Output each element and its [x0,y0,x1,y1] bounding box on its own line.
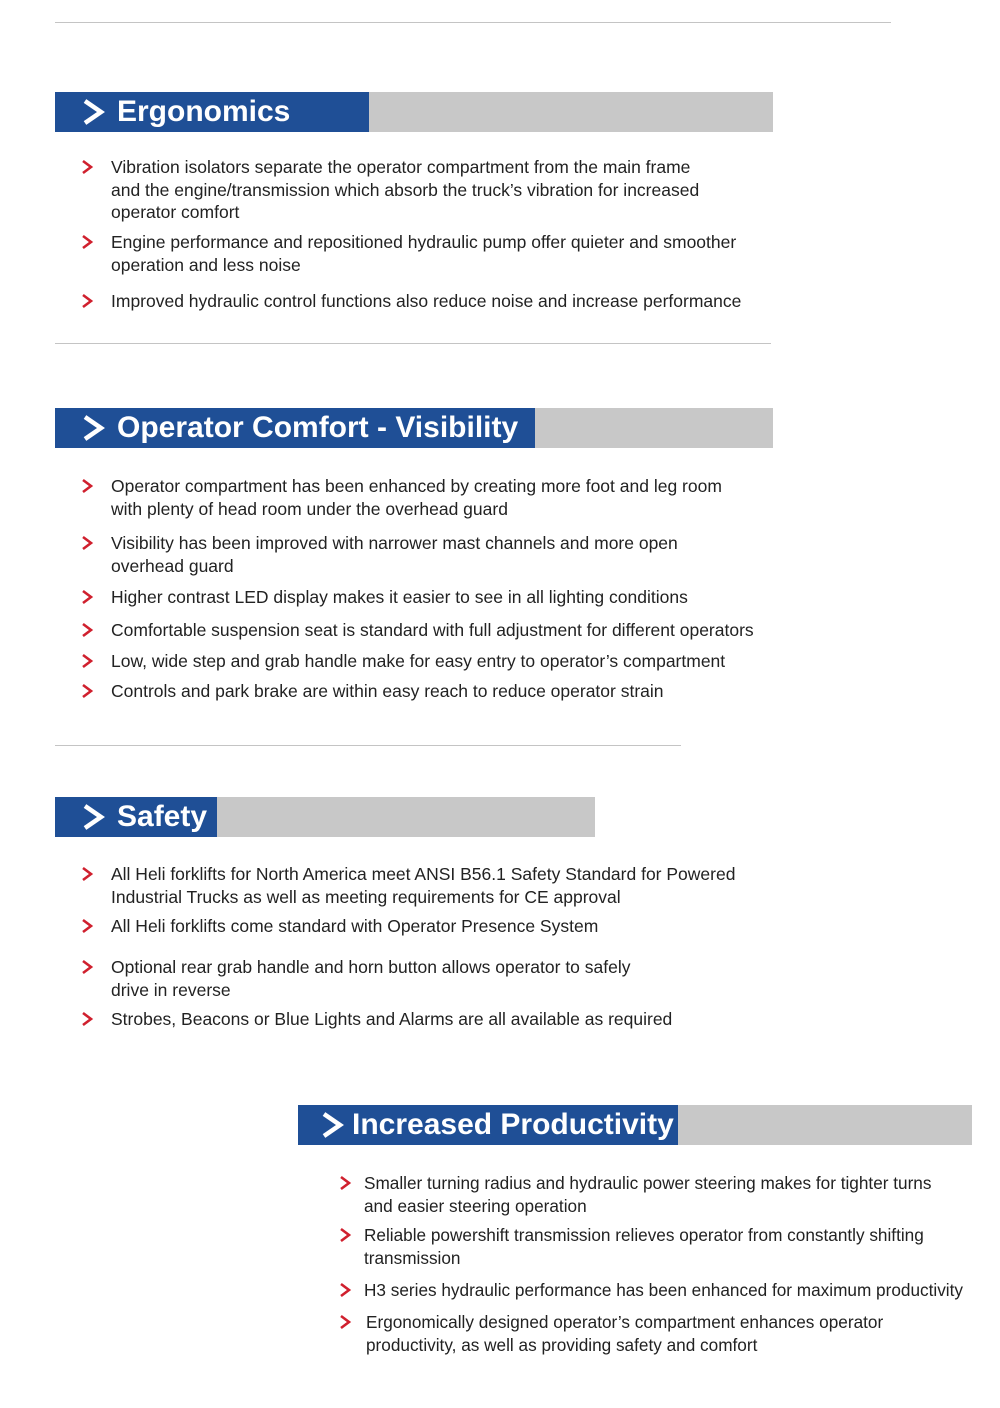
list-item [80,863,735,908]
bullet-text: Visibility has been improved with narrower mast channels and more open overhead guard [111,533,678,576]
chevron-right-icon [318,1111,348,1139]
list-item [80,586,688,611]
chevron-right-icon [80,622,94,644]
visibility-divider [55,745,681,746]
bullet-text: Vibration isolators separate the operator compartment from the main frame and the engine/transmission which absorb the truck’s vibration for increased operator comfort [111,157,700,222]
bullet-list-safety [80,863,840,1038]
list-item [338,1279,963,1304]
list-item [338,1311,883,1356]
section-header-visibility [55,408,773,448]
bullet-text: Comfortable suspension seat is standard with full adjustment for different operators [111,620,754,640]
bullet-text: All Heli forklifts for North America meet ANSI B56.1 Safety Standard for Powered Industrial Trucks as well as meeting requirements for CE approval [111,864,736,907]
section-title: Increased Productivity [352,1108,674,1141]
list-item [80,156,699,224]
chevron-right-icon [80,478,94,500]
bullet-text: Reliable powershift transmission relieves operator from constantly shifting transmission [364,1225,924,1268]
chevron-right-icon [80,866,94,888]
bullet-text: Engine performance and repositioned hydraulic pump offer quieter and smoother operation and less noise [111,232,737,275]
bullet-text: Controls and park brake are within easy reach to reduce operator strain [111,681,664,701]
section-title-bar [55,92,369,132]
bullet-text: Strobes, Beacons or Blue Lights and Alarms are all available as required [111,1009,673,1029]
chevron-right-icon [80,159,94,181]
section-header-productivity [298,1105,972,1145]
section-title: Safety [117,800,208,833]
chevron-right-icon [338,1175,352,1197]
ergonomics-divider [55,343,771,344]
chevron-right-icon [80,234,94,256]
list-item [80,290,741,315]
chevron-right-icon [80,589,94,611]
bullet-list-visibility [80,475,840,710]
list-item [80,1008,672,1033]
list-item [80,532,678,577]
bullet-list-productivity [338,1172,1000,1362]
chevron-right-icon [80,653,94,675]
bullet-list-ergonomics [80,156,840,326]
bullet-text: Improved hydraulic control functions also reduce noise and increase performance [111,291,742,311]
list-item [80,619,754,644]
section-header-ergonomics [55,92,773,132]
bullet-text: H3 series hydraulic performance has been enhanced for maximum productivity [364,1280,963,1300]
chevron-right-icon [338,1227,352,1249]
chevron-right-icon [80,535,94,557]
chevron-right-icon [80,1011,94,1033]
list-item [80,956,631,1001]
top-divider [55,22,891,23]
section-title: Ergonomics [117,95,291,128]
bullet-text: Operator compartment has been enhanced by creating more foot and leg room with plenty of head room under the overhead guard [111,476,722,519]
section-title-bar [298,1105,678,1145]
chevron-right-icon [338,1282,352,1304]
bullet-text: Higher contrast LED display makes it easier to see in all lighting conditions [111,587,688,607]
chevron-right-icon [80,959,94,981]
bullet-text: Optional rear grab handle and horn button allows operator to safely drive in reverse [111,957,631,1000]
chevron-right-icon [79,98,109,126]
list-item [80,650,725,675]
section-title-bar [55,408,535,448]
list-item [80,475,722,520]
section-title: Operator Comfort - Visibility [117,411,519,444]
list-item [338,1224,924,1269]
bullet-text: All Heli forklifts come standard with Operator Presence System [111,916,599,936]
list-item [80,231,736,276]
list-item [80,915,598,940]
chevron-right-icon [80,683,94,705]
chevron-right-icon [80,293,94,315]
bullet-text: Ergonomically designed operator’s compartment enhances operator productivity, as well as providing safety and comfort [366,1312,884,1355]
list-item [80,680,664,705]
bullet-text: Smaller turning radius and hydraulic power steering makes for tighter turns and easier steering operation [364,1173,932,1216]
section-header-safety [55,797,595,837]
chevron-right-icon [79,803,109,831]
chevron-right-icon [80,918,94,940]
chevron-right-icon [79,414,109,442]
section-title-bar [55,797,217,837]
chevron-right-icon [338,1314,352,1336]
bullet-text: Low, wide step and grab handle make for easy entry to operator’s compartment [111,651,726,671]
list-item [338,1172,931,1217]
